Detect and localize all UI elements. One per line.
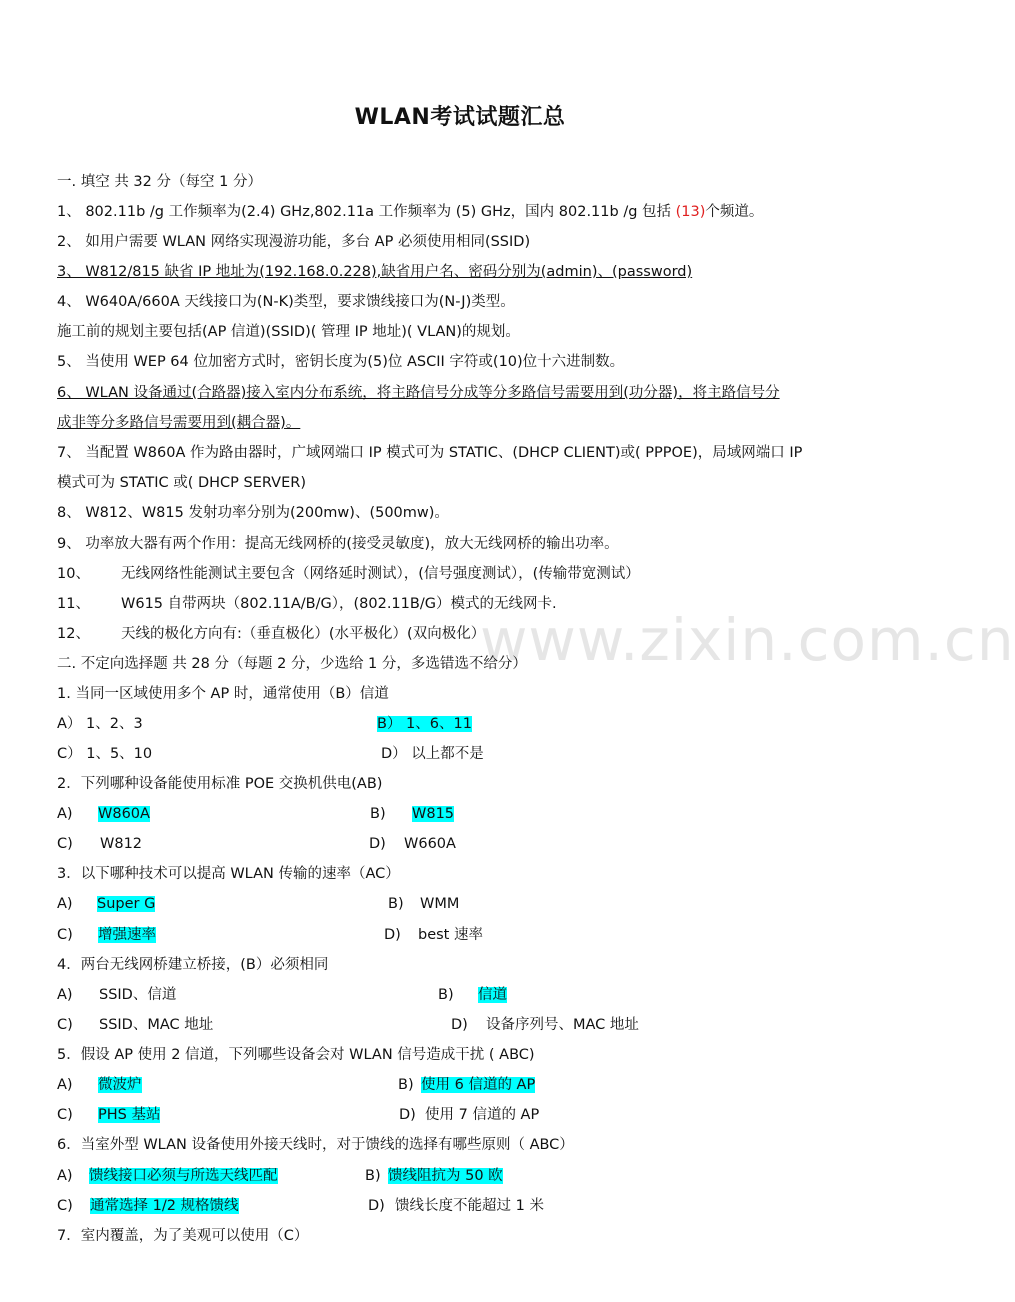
choice-q2-c-label: C) bbox=[57, 836, 73, 852]
fill-q10-number: 10、 bbox=[57, 566, 90, 582]
choice-q5-stem: 5．假设 AP 使用 2 信道，下列哪些设备会对 WLAN 信号造成干扰 ( ABC) bbox=[57, 1047, 535, 1063]
watermark: www.zixin.com.cn bbox=[480, 606, 1015, 674]
fill-q11-number: 11、 bbox=[57, 596, 90, 612]
choice-q4-option-b: 信道 bbox=[478, 987, 507, 1003]
choice-q3-stem: 3．以下哪种技术可以提高 WLAN 传输的速率（AC） bbox=[57, 866, 400, 882]
fill-heading: 一. 填空 共 32 分（每空 1 分） bbox=[57, 174, 262, 190]
choice-q6-c-label: C) bbox=[57, 1198, 73, 1214]
choice-q6-d-label: D) bbox=[368, 1198, 385, 1214]
choice-q2-stem: 2．下列哪种设备能使用标准 POE 交换机供电(AB) bbox=[57, 776, 383, 792]
choice-q1-option-c: C） 1、5、10 bbox=[57, 746, 153, 762]
fill-q6b: 成非等分多路信号需要用到(耦合器)。 bbox=[57, 415, 301, 431]
choice-q5-option-d: 使用 7 信道的 AP bbox=[425, 1107, 540, 1123]
choice-q3-b-label: B) bbox=[388, 896, 404, 912]
choice-q4-b-label: B) bbox=[438, 987, 454, 1003]
choice-q5-b-label: B) bbox=[398, 1077, 414, 1093]
choice-q3-c-label: C) bbox=[57, 927, 73, 943]
fill-q12 bbox=[57, 624, 485, 644]
choice-q3-option-b: WMM bbox=[420, 896, 460, 912]
choice-q2-option-d: W660A bbox=[404, 836, 456, 852]
choice-q1-option-b: B） 1、6、11 bbox=[377, 716, 472, 732]
choice-q4-c-label: C) bbox=[57, 1017, 73, 1033]
fill-q3: 3、 W812/815 缺省 IP 地址为(192.168.0.228),缺省用户名、密码分别为(admin)、(password) bbox=[57, 264, 693, 280]
fill-q2: 2、 如用户需要 WLAN 网络实现漫游功能，多台 AP 必须使用相同(SSID) bbox=[57, 234, 531, 250]
fill-q10-text: 无线网络性能测试主要包含（网络延时测试），(信号强度测试），(传输带宽测试） bbox=[121, 566, 640, 582]
document-title: WLAN考试试题汇总 bbox=[354, 105, 566, 130]
choice-q2-option-b: W815 bbox=[412, 806, 455, 822]
fill-q1-red-answer: (13) bbox=[675, 204, 706, 220]
choice-q3-option-a: Super G bbox=[97, 896, 156, 912]
choice-q6-option-c: 通常选择 1/2 规格馈线 bbox=[90, 1198, 239, 1214]
choice-q6-option-d: 馈线长度不能超过 1 米 bbox=[395, 1198, 544, 1214]
choice-q2-option-a: W860A bbox=[98, 806, 150, 822]
choice-q4-option-c: SSID、MAC 地址 bbox=[99, 1017, 214, 1033]
choice-q1-option-a: A） 1、2、3 bbox=[57, 716, 143, 732]
choice-q5-option-c: PHS 基站 bbox=[98, 1107, 161, 1123]
choice-q7-stem: 7．室内覆盖，为了美观可以使用（C） bbox=[57, 1228, 309, 1244]
fill-q1-text-a: 1、 802.11b /g 工作频率为(2.4) GHz,802.11a 工作频率为 (5) GHz，国内 802.11b /g 包括 bbox=[57, 204, 676, 220]
fill-q12-number: 12、 bbox=[57, 626, 90, 642]
choice-q6-b-label: B) bbox=[365, 1168, 381, 1184]
choice-q2-b-label: B) bbox=[370, 806, 386, 822]
choice-q3-option-c: 增强速率 bbox=[98, 927, 156, 943]
choice-q6-option-b: 馈线阻抗为 50 欧 bbox=[388, 1168, 503, 1184]
choice-q4-d-label: D) bbox=[451, 1017, 468, 1033]
choice-q2-a-label: A) bbox=[57, 806, 73, 822]
fill-q6a: 6、 WLAN 设备通过(合路器)接入室内分布系统，将主路信号分成等分多路信号需要用到(功分器)，将主路信号分 bbox=[57, 385, 780, 401]
choice-q5-option-a: 微波炉 bbox=[98, 1077, 142, 1093]
fill-q5: 5、 当使用 WEP 64 位加密方式时，密钥长度为(5)位 ASCII 字符或(10)位十六进制数。 bbox=[57, 354, 625, 370]
choice-q4-a-label: A) bbox=[57, 987, 73, 1003]
choice-q4-option-d: 设备序列号、MAC 地址 bbox=[486, 1017, 639, 1033]
choice-q5-option-b: 使用 6 信道的 AP bbox=[421, 1077, 536, 1093]
fill-q11 bbox=[57, 594, 557, 614]
choice-q6-stem: 6．当室外型 WLAN 设备使用外接天线时，对于馈线的选择有哪些原则（ ABC） bbox=[57, 1137, 574, 1153]
fill-q7b: 模式可为 STATIC 或( DHCP SERVER) bbox=[57, 475, 306, 491]
choice-q3-d-label: D) bbox=[384, 927, 401, 943]
choice-heading: 二. 不定向选择题 共 28 分（每题 2 分，少选给 1 分，多选错选不给分） bbox=[57, 656, 527, 672]
fill-q7a: 7、 当配置 W860A 作为路由器时，广域网端口 IP 模式可为 STATIC、(DHCP CLIENT)或( PPPOE)，局域网端口 IP bbox=[57, 445, 803, 461]
choice-q3-a-label: A) bbox=[57, 896, 73, 912]
choice-q6-option-a: 馈线接口必须与所选天线匹配 bbox=[89, 1168, 278, 1184]
fill-q10 bbox=[57, 564, 640, 584]
choice-q4-stem: 4．两台无线网桥建立桥接，(B）必须相同 bbox=[57, 957, 329, 973]
choice-q2-option-c: W812 bbox=[100, 836, 143, 852]
choice-q1-option-d: D） 以上都不是 bbox=[381, 746, 484, 762]
fill-q4: 4、 W640A/660A 天线接口为(N-K)类型，要求馈线接口为(N-J)类型。 bbox=[57, 294, 515, 310]
choice-q5-a-label: A) bbox=[57, 1077, 73, 1093]
choice-q4-option-a: SSID、信道 bbox=[99, 987, 177, 1003]
choice-q3-option-d: best 速率 bbox=[418, 927, 483, 943]
fill-q4b: 施工前的规划主要包括(AP 信道)(SSID)( 管理 IP 地址)( VLAN)的规划。 bbox=[57, 324, 520, 340]
choice-q1-stem: 1. 当同一区域使用多个 AP 时，通常使用（B）信道 bbox=[57, 686, 389, 702]
fill-q1 bbox=[57, 202, 763, 222]
fill-q12-text: 天线的极化方向有:（垂直极化）(水平极化）(双向极化） bbox=[121, 626, 486, 642]
fill-q11-text: W615 自带两块（802.11A/B/G），(802.11B/G）模式的无线网卡. bbox=[121, 596, 557, 612]
fill-q9: 9、 功率放大器有两个作用：提高无线网桥的(接受灵敏度)，放大无线网桥的输出功率。 bbox=[57, 536, 619, 552]
choice-q6-a-label: A) bbox=[57, 1168, 73, 1184]
choice-q2-d-label: D) bbox=[369, 836, 386, 852]
choice-q5-d-label: D) bbox=[399, 1107, 416, 1123]
fill-q1-text-b: 个频道。 bbox=[705, 204, 764, 220]
choice-q5-c-label: C) bbox=[57, 1107, 73, 1123]
fill-q8: 8、 W812、W815 发射功率分别为(200mw)、(500mw)。 bbox=[57, 505, 449, 521]
